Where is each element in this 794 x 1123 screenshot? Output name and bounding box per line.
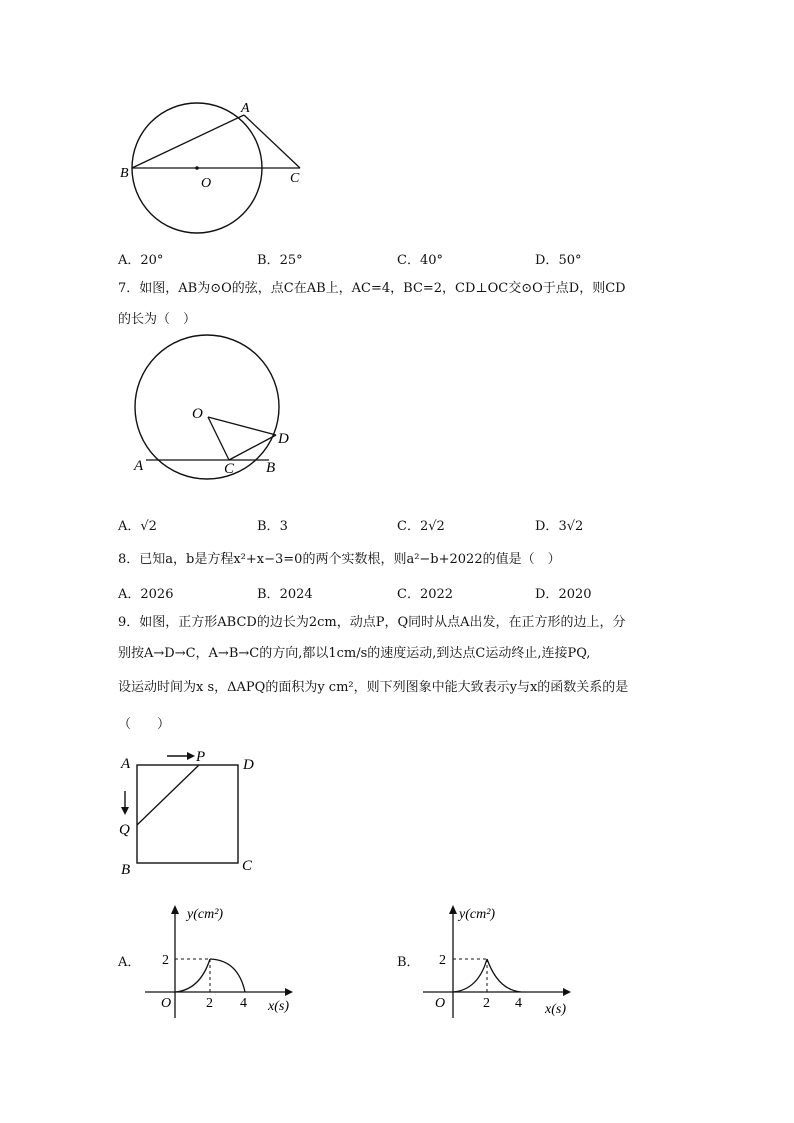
q8-option-a[interactable]: A．2026 xyxy=(118,587,174,602)
q9-graph-a-xtick-2: 2 xyxy=(206,996,213,1011)
q9-graph-a xyxy=(140,900,310,1020)
q7-option-c[interactable]: C．2√2 xyxy=(397,519,445,534)
q6-label-c: C xyxy=(290,171,300,186)
q9-label-p: P xyxy=(196,749,206,765)
q9-stem-line4: （ ） xyxy=(118,717,171,732)
q7-label-d: D xyxy=(278,431,289,447)
q6-option-d[interactable]: D．50° xyxy=(535,253,582,268)
q8-option-c[interactable]: C．2022 xyxy=(397,587,454,602)
q6-circle-figure xyxy=(110,95,320,255)
q9-graph-b xyxy=(418,900,588,1020)
q9-graph-b-ylabel: y(cm²) xyxy=(459,907,496,922)
q7-option-b[interactable]: B．3 xyxy=(257,519,288,534)
q9-stem-line1: 9．如图，正方形ABCD的边长为2cm，动点P，Q同时从点A出发，在正方形的边上，分 xyxy=(118,615,626,630)
q9-graph-b-option[interactable]: B． xyxy=(397,955,420,970)
q9-graph-a-ylabel: y(cm²) xyxy=(187,907,224,922)
q9-graph-a-xlabel: x(s) xyxy=(268,999,289,1014)
q9-graph-b-xtick-2: 2 xyxy=(483,996,490,1011)
q7-option-a[interactable]: A．√2 xyxy=(118,519,157,534)
q9-label-b: B xyxy=(121,862,131,878)
q7-label-a: A xyxy=(134,458,144,474)
q7-option-d[interactable]: D．3√2 xyxy=(535,519,584,534)
q9-graph-b-origin: O xyxy=(435,996,446,1011)
q9-graph-a-xtick-4: 4 xyxy=(240,996,247,1011)
q9-graph-a-option[interactable]: A． xyxy=(118,955,141,970)
q6-label-a: A xyxy=(241,101,250,116)
q7-label-b: B xyxy=(266,460,276,476)
q6-option-c[interactable]: C．40° xyxy=(397,253,443,268)
q9-graph-b-xlabel: x(s) xyxy=(545,1002,566,1017)
q7-stem-line1: 7．如图，AB为⊙O的弦，点C在AB上，AC=4，BC=2，CD⊥OC交⊙O于点D，则CD xyxy=(118,281,626,296)
q6-label-b: B xyxy=(120,166,129,181)
q7-label-c: C xyxy=(224,461,235,477)
q8-stem: 8．已知a，b是方程x²+x−3=0的两个实数根，则a²−b+2022的值是（ ） xyxy=(118,552,561,567)
q9-graph-b-ytick: 2 xyxy=(439,953,446,968)
q8-option-b[interactable]: B．2024 xyxy=(257,587,313,602)
q9-label-c: C xyxy=(242,858,253,874)
q8-option-d[interactable]: D．2020 xyxy=(535,587,592,602)
q9-label-a: A xyxy=(121,756,131,772)
q6-option-a[interactable]: A．20° xyxy=(118,253,164,268)
q9-label-q: Q xyxy=(119,822,130,838)
q6-label-o: O xyxy=(201,176,212,191)
q7-circle-figure xyxy=(128,325,298,495)
q9-graph-b-xtick-4: 4 xyxy=(515,996,522,1011)
q9-graph-a-ytick: 2 xyxy=(162,953,169,968)
q7-stem-line2: 的长为（ ） xyxy=(118,312,197,327)
q9-stem-line3: 设运动时间为x s，ΔAPQ的面积为y cm²，则下列图象中能大致表示y与x的函数关系的是 xyxy=(118,680,629,695)
q9-graph-a-origin: O xyxy=(161,996,172,1011)
q9-label-d: D xyxy=(243,757,254,773)
q9-square-figure xyxy=(112,745,272,880)
q9-stem-line2: 别按A→D→C，A→B→C的方向,都以1cm/s的速度运动,到达点C运动终止,连接PQ, xyxy=(118,646,591,661)
q7-label-o: O xyxy=(192,406,203,422)
q6-option-b[interactable]: B．25° xyxy=(257,253,303,268)
